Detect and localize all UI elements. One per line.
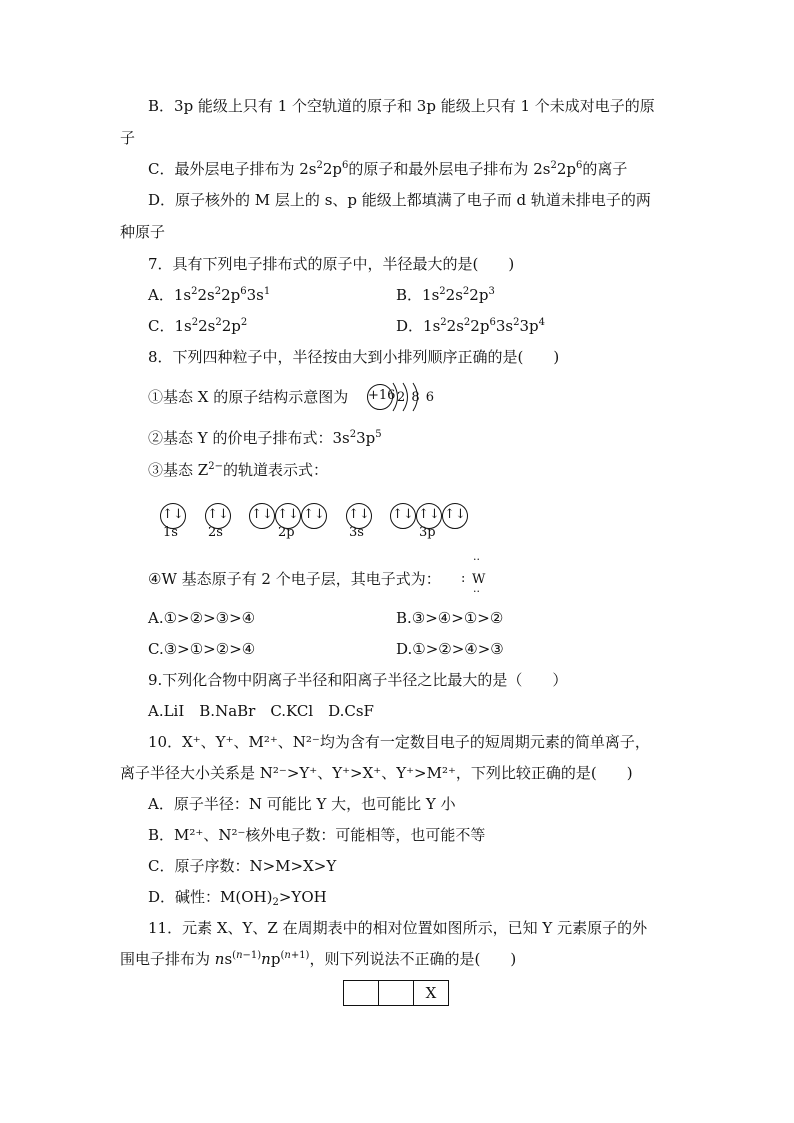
- orbital-label-2p: 2p: [278, 525, 295, 540]
- q10-option-b: B．M²⁺、N²⁻核外电子数：可能相等，也可能不等: [148, 826, 486, 844]
- w-symbol: W: [472, 572, 486, 587]
- q8-option-d: D.①>②>④>③: [396, 640, 504, 658]
- shell-electron-counts: 2 8 6: [397, 390, 436, 405]
- orbital-label-3p: 3p: [419, 525, 436, 540]
- q8-stem: 8．下列四种粒子中，半径按由大到小排列顺序正确的是( ): [148, 348, 560, 366]
- q8-option-b: B.③>④>①>②: [396, 609, 504, 627]
- orbital-3p-1: ↑↓: [390, 503, 416, 529]
- orbital-label-2s: 2s: [208, 525, 223, 540]
- q6-option-d-line2: 种原子: [120, 223, 166, 241]
- q9-options: A.LiI B.NaBr C.KCl D.CsF: [148, 702, 374, 720]
- q8-option-c: C.③>①>②>④: [148, 640, 256, 658]
- orbital-2s: ↑↓: [205, 503, 231, 529]
- orbital-3p-3: ↑↓: [442, 503, 468, 529]
- orbital-3s: ↑↓: [346, 503, 372, 529]
- q7-option-b: B．$1s^22s^22p^3$: [396, 286, 495, 304]
- table-cell-1: [344, 981, 379, 1006]
- table-cell-x: X: [414, 981, 449, 1006]
- q11-stem-line2: 围电子排布为 $ns^{(n-1)}np^{(n+1)}$，则下列说法不正确的是( ): [120, 950, 517, 968]
- orbital-2p-2: ↑↓: [275, 503, 301, 529]
- periodic-table-fragment: [343, 980, 449, 1006]
- orbital-2p-1: ↑↓: [249, 503, 275, 529]
- q6-option-d-line1: D．原子核外的 M 层上的 s、p 能级上都填满了电子而 d 轨道未排电子的两: [148, 191, 651, 209]
- q6-option-c: C．最外层电子排布为 $2s^22p^6$的原子和最外层电子排布为 $2s^22p^6$的离子: [148, 160, 628, 178]
- q7-option-d: D．$1s^22s^22p^63s^23p^4$: [396, 317, 545, 335]
- q8-item3: ③基态 $Z^{2-}$的轨道表示式：: [148, 461, 328, 479]
- orbital-label-3s: 3s: [349, 525, 364, 540]
- table-cell-2: [379, 981, 414, 1006]
- orbital-1s: ↑↓: [160, 503, 186, 529]
- q10-stem-line1: 10．X⁺、Y⁺、M²⁺、N²⁻均为含有一定数目电子的短周期元素的简单离子，: [148, 733, 650, 751]
- q8-option-a: A.①>②>③>④: [148, 609, 256, 627]
- q6-option-b-line1: B．3p 能级上只有 1 个空轨道的原子和 3p 能级上只有 1 个未成对电子的原: [148, 97, 655, 115]
- q7-option-c: C．$1s^22s^22p^2$: [148, 317, 248, 335]
- orbital-3p-2: ↑↓: [416, 503, 442, 529]
- w-dots-left: :: [461, 571, 466, 586]
- w-dots-bottom: ··: [473, 585, 480, 598]
- q7-option-a: A．$1s^22s^22p^63s^1$: [148, 286, 271, 304]
- q7-stem: 7．具有下列电子排布式的原子中，半径最大的是( ): [148, 255, 515, 273]
- q8-item2: ②基态 Y 的价电子排布式：$3s^23p^5$: [148, 429, 382, 447]
- orbital-label-1s: 1s: [163, 525, 178, 540]
- q8-item1: ①基态 X 的原子结构示意图为: [148, 388, 349, 406]
- q10-option-a: A．原子半径：N 可能比 Y 大，也可能比 Y 小: [148, 795, 456, 813]
- q10-stem-line2: 离子半径大小关系是 N²⁻>Y⁺、Y⁺>X⁺、Y⁺>M²⁺，下列比较正确的是( ): [120, 764, 633, 782]
- q10-option-d: D．碱性：$M(OH)_2>YOH$: [148, 888, 327, 908]
- nucleus-circle: +16: [367, 384, 393, 410]
- q8-item4: ④W 基态原子有 2 个电子层，其电子式为：: [148, 570, 441, 588]
- orbital-2p-3: ↑↓: [301, 503, 327, 529]
- q9-stem: 9.下列化合物中阴离子半径和阳离子半径之比最大的是（ ）: [148, 671, 568, 689]
- q11-stem-line1: 11．元素 X、Y、Z 在周期表中的相对位置如图所示，已知 Y 元素原子的外: [148, 919, 648, 937]
- q6-option-b-line2: 子: [120, 129, 136, 147]
- q10-option-c: C．原子序数：N>M>X>Y: [148, 857, 337, 875]
- w-dots-top: ··: [473, 553, 480, 566]
